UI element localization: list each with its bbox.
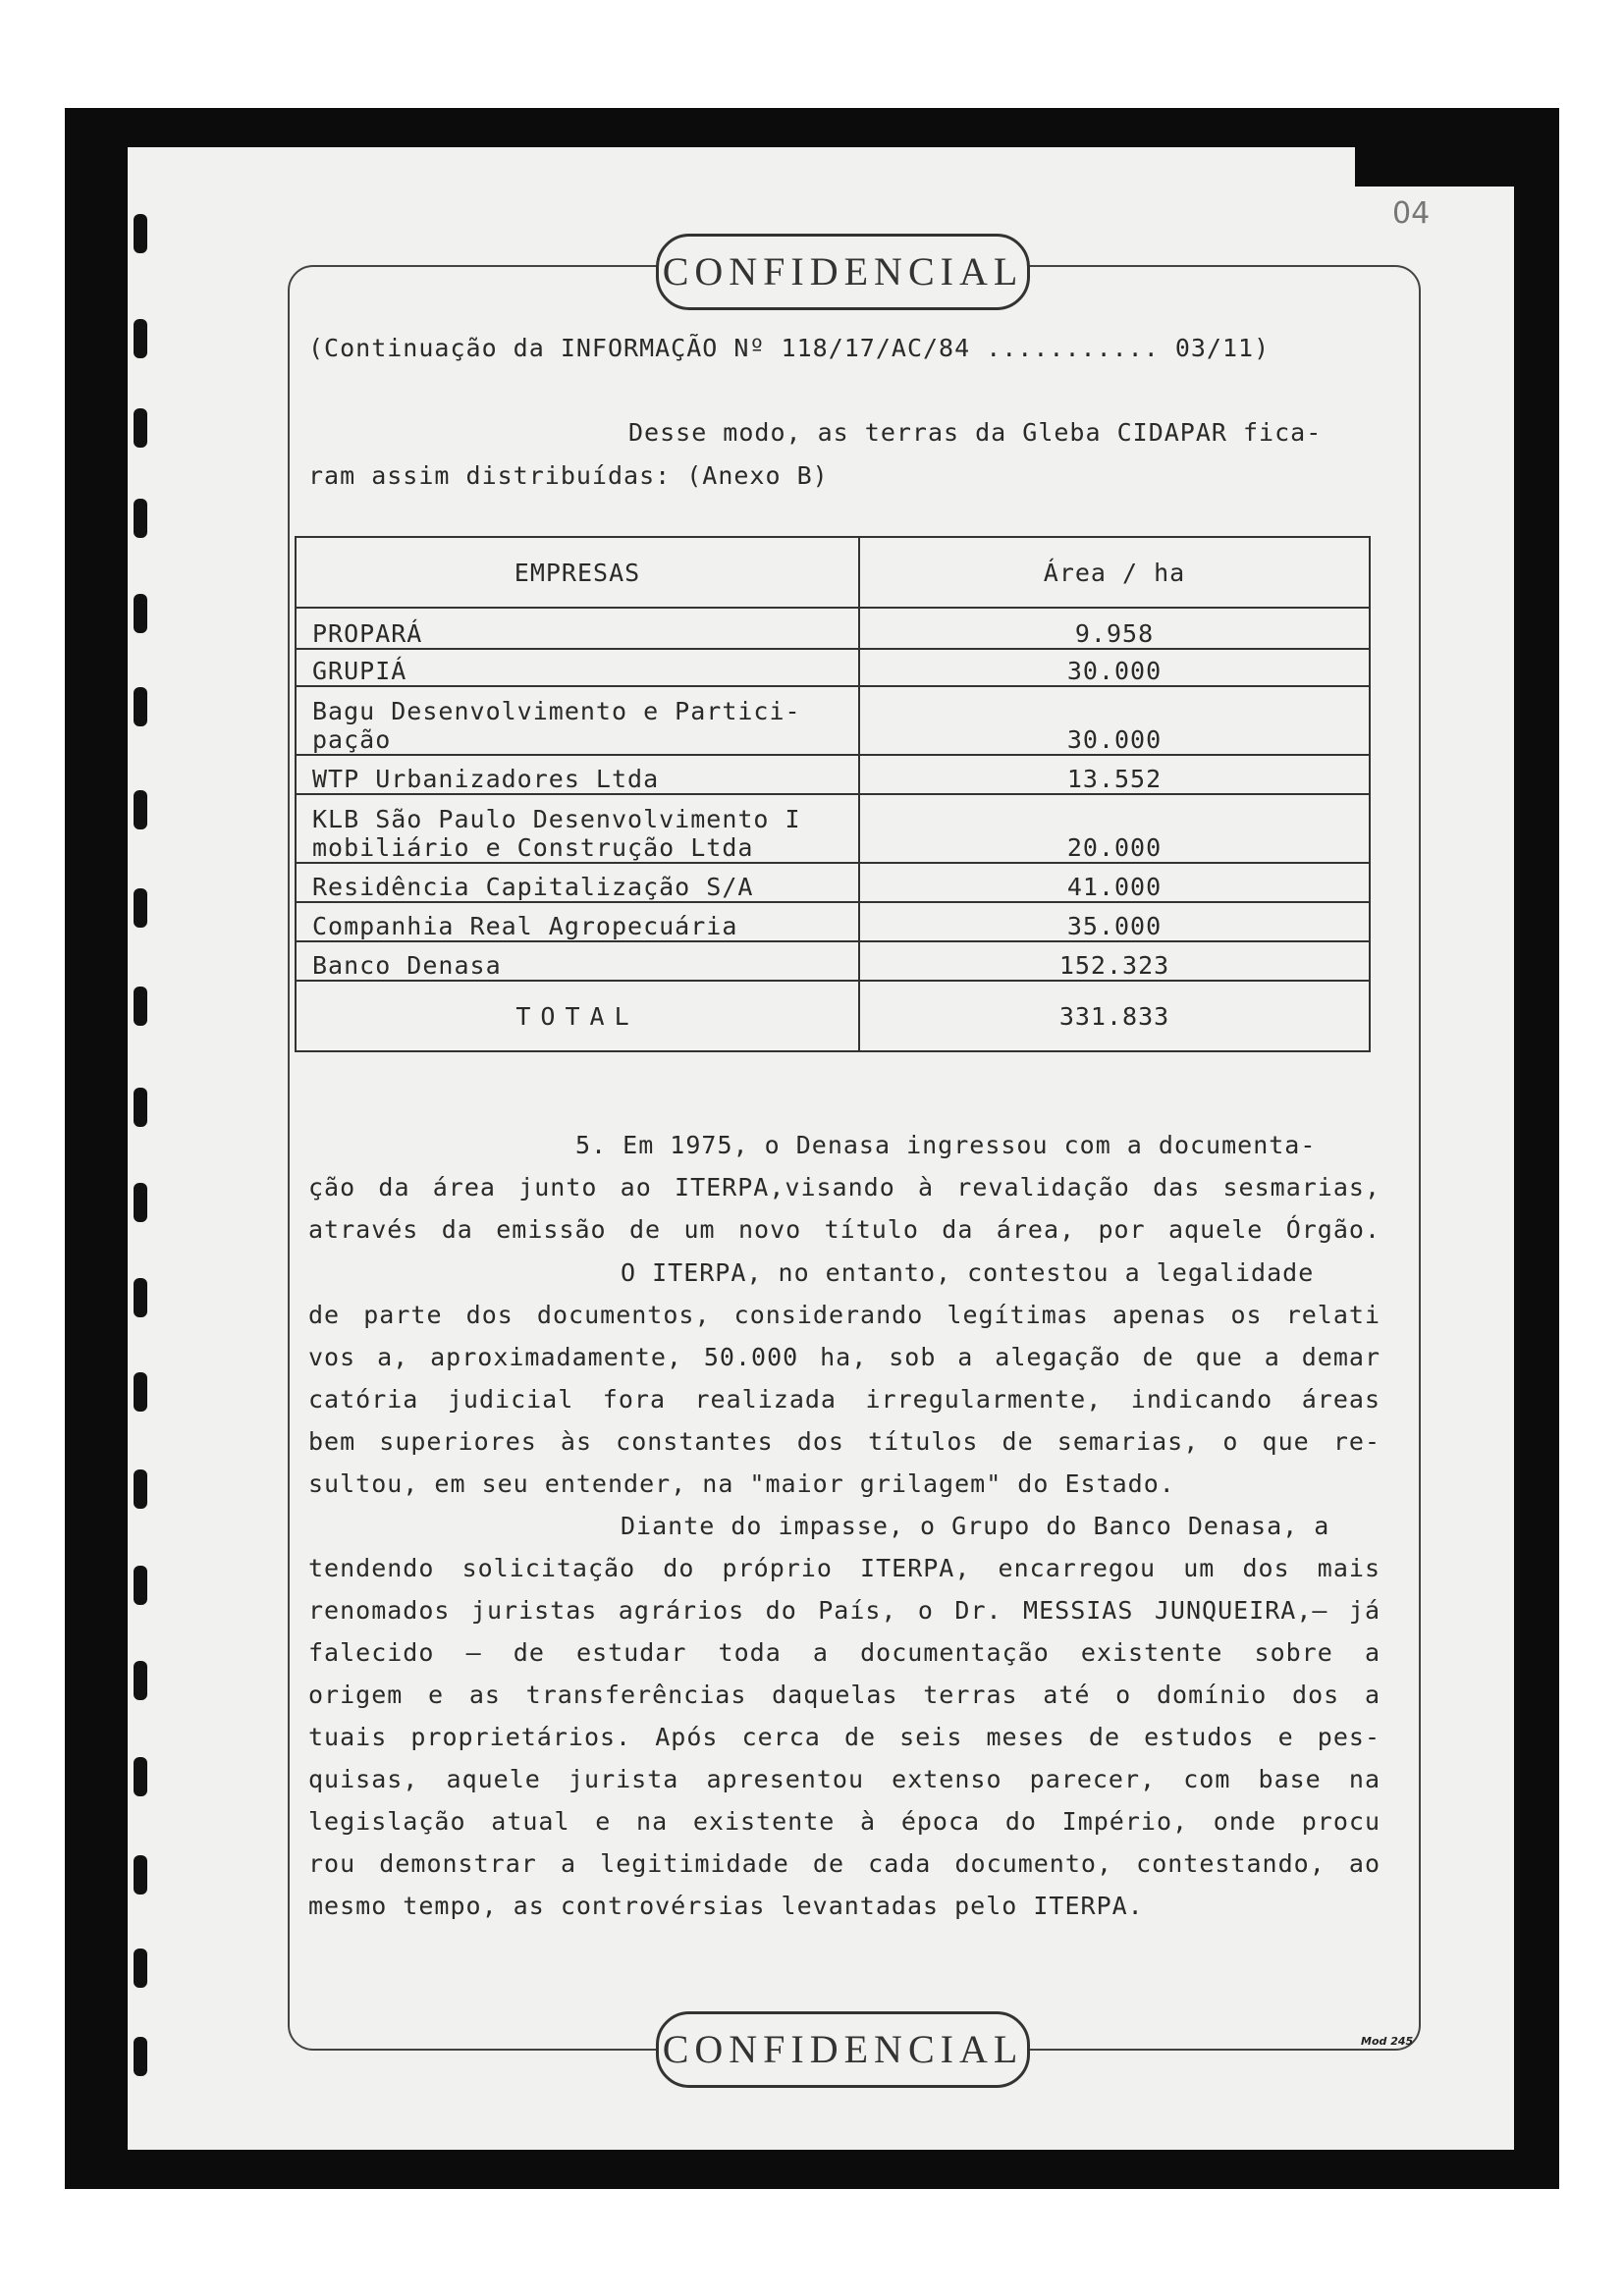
form-code: Mod 245 xyxy=(1361,2035,1414,2048)
body-line: falecido — de estudar toda a documentação existente sobre a xyxy=(308,1638,1380,1667)
body-line: Diante do impasse, o Grupo do Banco Denasa, a xyxy=(621,1512,1330,1540)
body-line: vos a, aproximadamente, 50.000 ha, sob a alegação de que a demar xyxy=(308,1343,1380,1371)
area-cell: 41.000 xyxy=(859,863,1370,902)
table-row xyxy=(296,794,1370,863)
binder-hole xyxy=(134,1855,147,1895)
land-distribution-table xyxy=(295,536,1371,1052)
confidential-stamp-bottom: CONFIDENCIAL xyxy=(656,2011,1030,2088)
table-header-row xyxy=(296,537,1370,608)
total-value: 331.833 xyxy=(859,981,1370,1051)
body-line: catória judicial fora realizada irregularmente, indicando áreas xyxy=(308,1385,1380,1414)
company-cell: Bagu Desenvolvimento e Partici- pação xyxy=(296,686,859,755)
binder-hole xyxy=(134,1566,147,1605)
body-line: tendendo solicitação do próprio ITERPA, encarregou um dos mais xyxy=(308,1554,1380,1582)
body-line: através da emissão de um novo título da área, por aquele Órgão. xyxy=(308,1215,1380,1244)
body-line: 5. Em 1975, o Denasa ingressou com a documenta- xyxy=(575,1131,1317,1159)
body-line: ção da área junto ao ITERPA,visando à revalidação das sesmarias, xyxy=(308,1173,1380,1201)
table-row xyxy=(296,608,1370,649)
company-cell: PROPARÁ xyxy=(296,608,859,649)
body-line: origem e as transferências daquelas terras até o domínio dos a xyxy=(308,1681,1380,1709)
binder-hole xyxy=(134,790,147,829)
body-line: de parte dos documentos, considerando legítimas apenas os relati xyxy=(308,1301,1380,1329)
table-row xyxy=(296,649,1370,686)
binder-hole xyxy=(134,594,147,633)
area-cell: 30.000 xyxy=(859,649,1370,686)
binder-hole xyxy=(134,987,147,1026)
binder-hole xyxy=(134,1661,147,1700)
binder-hole xyxy=(134,1183,147,1222)
intro-line: ram assim distribuídas: (Anexo B) xyxy=(308,461,829,490)
area-cell: 13.552 xyxy=(859,755,1370,794)
intro-line: Desse modo, as terras da Gleba CIDAPAR fica- xyxy=(628,418,1323,447)
company-cell: Banco Denasa xyxy=(296,941,859,981)
body-line: tuais proprietários. Após cerca de seis meses de estudos e pes- xyxy=(308,1723,1380,1751)
table-row xyxy=(296,686,1370,755)
body-line: quisas, aquele jurista apresentou extenso parecer, com base na xyxy=(308,1765,1380,1793)
body-line: legislação atual e na existente à época do Império, onde procu xyxy=(308,1807,1380,1836)
table-row xyxy=(296,755,1370,794)
binder-hole xyxy=(134,1469,147,1509)
binder-hole xyxy=(134,2037,147,2076)
column-header-area: Área / ha xyxy=(859,537,1370,608)
company-cell: Companhia Real Agropecuária xyxy=(296,902,859,941)
body-line: bem superiores às constantes dos títulos de semarias, o que re- xyxy=(308,1427,1380,1456)
table-row xyxy=(296,941,1370,981)
table-row xyxy=(296,863,1370,902)
body-line: sultou, em seu entender, na "maior grilagem" do Estado. xyxy=(308,1469,1175,1498)
company-cell: KLB São Paulo Desenvolvimento I mobiliário e Construção Ltda xyxy=(296,794,859,863)
confidential-stamp-top: CONFIDENCIAL xyxy=(656,234,1030,310)
document-header: (Continuação da INFORMAÇÃO Nº 118/17/AC/84 ........... 03/11) xyxy=(308,334,1271,362)
scan-corner-shadow xyxy=(1355,108,1559,187)
binder-hole xyxy=(134,214,147,253)
area-cell: 152.323 xyxy=(859,941,1370,981)
binder-hole xyxy=(134,1278,147,1317)
company-cell: Residência Capitalização S/A xyxy=(296,863,859,902)
page-number: 04 xyxy=(1392,196,1431,231)
company-cell: GRUPIÁ xyxy=(296,649,859,686)
area-cell: 9.958 xyxy=(859,608,1370,649)
area-cell: 35.000 xyxy=(859,902,1370,941)
binder-hole xyxy=(134,1949,147,1988)
body-line: O ITERPA, no entanto, contestou a legalidade xyxy=(621,1258,1315,1287)
area-cell: 20.000 xyxy=(859,794,1370,863)
binder-hole xyxy=(134,319,147,358)
binder-hole xyxy=(134,1088,147,1127)
binder-hole xyxy=(134,1372,147,1412)
binder-hole xyxy=(134,408,147,448)
column-header-companies: EMPRESAS xyxy=(296,537,859,608)
area-cell: 30.000 xyxy=(859,686,1370,755)
total-label: TOTAL xyxy=(296,981,859,1051)
company-cell: WTP Urbanizadores Ltda xyxy=(296,755,859,794)
binder-hole xyxy=(134,499,147,538)
binder-hole xyxy=(134,687,147,726)
body-line: renomados juristas agrários do País, o Dr. MESSIAS JUNQUEIRA,— já xyxy=(308,1596,1380,1625)
table-row xyxy=(296,902,1370,941)
binder-hole xyxy=(134,888,147,928)
binder-hole xyxy=(134,1757,147,1796)
table-total-row xyxy=(296,981,1370,1051)
body-line: mesmo tempo, as controvérsias levantadas pelo ITERPA. xyxy=(308,1892,1144,1920)
body-line: rou demonstrar a legitimidade de cada documento, contestando, ao xyxy=(308,1849,1380,1878)
